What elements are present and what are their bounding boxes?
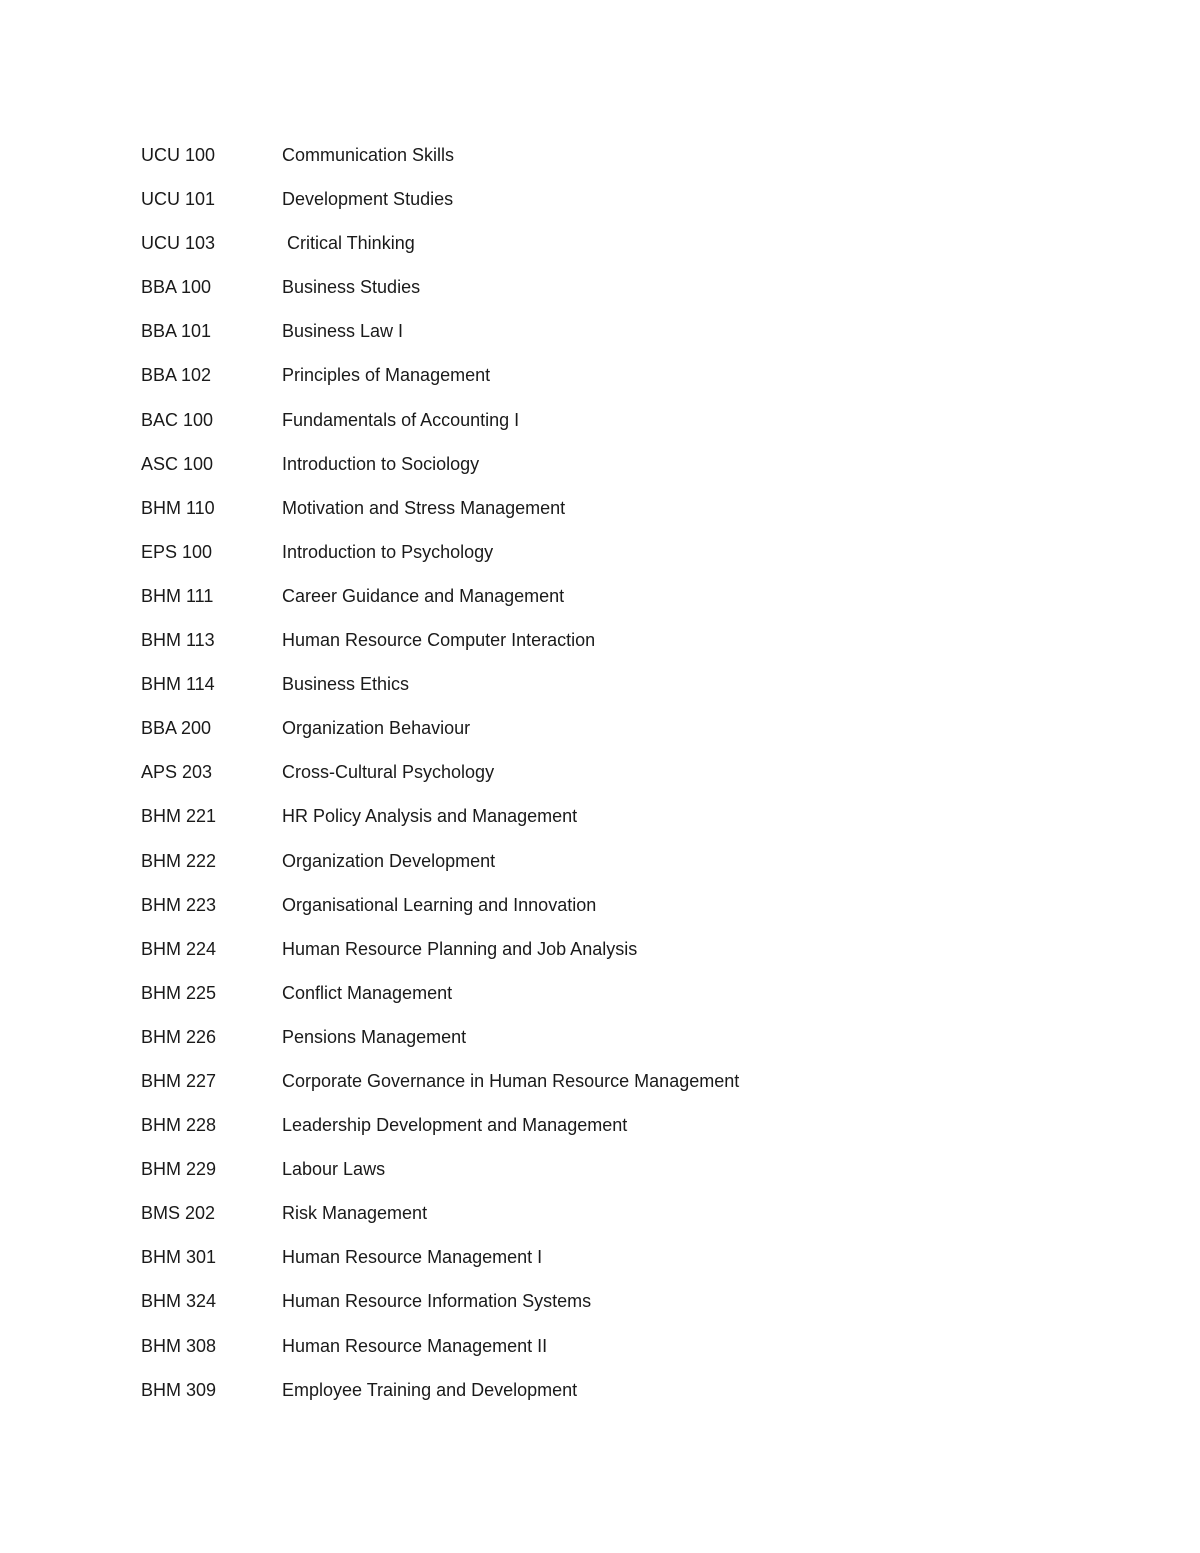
course-code: BHM 226 xyxy=(141,1026,217,1047)
course-row xyxy=(141,761,739,805)
course-title: Leadership Development and Management xyxy=(282,1115,628,1136)
course-code: BHM 113 xyxy=(141,630,215,651)
course-code: BHM 225 xyxy=(141,982,217,1003)
course-row xyxy=(141,1114,739,1158)
course-title: Business Law I xyxy=(282,321,404,342)
course-title: Human Resource Management II xyxy=(282,1335,548,1356)
course-row xyxy=(141,144,739,188)
course-code: BHM 229 xyxy=(141,1159,217,1180)
course-code: UCU 101 xyxy=(141,189,216,210)
course-row xyxy=(141,409,739,453)
course-code: APS 203 xyxy=(141,762,213,783)
course-title: Pensions Management xyxy=(282,1026,467,1047)
course-row xyxy=(141,1290,739,1334)
course-title: Business Studies xyxy=(282,277,421,298)
course-code: BAC 100 xyxy=(141,409,214,430)
course-code: BHM 110 xyxy=(141,497,215,518)
course-code: UCU 100 xyxy=(141,145,216,165)
course-row xyxy=(141,188,739,232)
course-code: BBA 100 xyxy=(141,277,212,298)
course-code: BHM 308 xyxy=(141,1335,217,1356)
course-row xyxy=(141,1246,739,1290)
course-code: BHM 111 xyxy=(141,585,214,606)
course-title: Introduction to Psychology xyxy=(282,541,494,562)
course-row xyxy=(141,982,739,1026)
course-title: Human Resource Planning and Job Analysis xyxy=(282,938,638,959)
course-row xyxy=(141,850,739,894)
course-row xyxy=(141,805,739,849)
course-row xyxy=(141,1070,739,1114)
course-row xyxy=(141,673,739,717)
course-code: BHM 221 xyxy=(141,806,217,827)
course-row xyxy=(141,585,739,629)
course-title: Fundamentals of Accounting I xyxy=(282,409,520,430)
course-title: Organization Development xyxy=(282,850,496,871)
course-code: BBA 101 xyxy=(141,321,212,342)
course-title: Corporate Governance in Human Resource Management xyxy=(282,1070,740,1091)
course-title: Employee Training and Development xyxy=(282,1379,578,1400)
course-title: Labour Laws xyxy=(282,1159,386,1180)
course-title: Organisational Learning and Innovation xyxy=(282,894,597,915)
course-row xyxy=(141,894,739,938)
course-title: Human Resource Information Systems xyxy=(282,1291,592,1312)
course-title: Critical Thinking xyxy=(282,233,415,254)
course-code: UCU 103 xyxy=(141,233,216,254)
course-title: Principles of Management xyxy=(282,365,491,386)
course-row xyxy=(141,541,739,585)
course-title: Cross-Cultural Psychology xyxy=(282,762,495,783)
course-row xyxy=(141,1379,739,1423)
course-row xyxy=(141,717,739,761)
course-code: BHM 309 xyxy=(141,1379,217,1400)
course-code: BBA 102 xyxy=(141,365,212,386)
course-title: Organization Behaviour xyxy=(282,718,471,739)
course-title: Human Resource Management I xyxy=(282,1247,543,1268)
course-title: Motivation and Stress Management xyxy=(282,497,566,518)
course-code: BHM 324 xyxy=(141,1291,217,1312)
course-row xyxy=(141,453,739,497)
course-title: Communication Skills xyxy=(282,145,455,165)
course-code: BHM 228 xyxy=(141,1115,217,1136)
course-title: Introduction to Sociology xyxy=(282,453,480,474)
course-code: EPS 100 xyxy=(141,541,213,562)
course-title: HR Policy Analysis and Management xyxy=(282,806,578,827)
course-title: Business Ethics xyxy=(282,674,410,695)
course-row xyxy=(141,497,739,541)
course-row xyxy=(141,1202,739,1246)
course-title: Human Resource Computer Interaction xyxy=(282,630,596,651)
course-title: Development Studies xyxy=(282,189,454,210)
course-code: ASC 100 xyxy=(141,453,214,474)
course-row xyxy=(141,1026,739,1070)
course-row xyxy=(141,364,739,408)
course-title: Conflict Management xyxy=(282,982,453,1003)
course-code: BMS 202 xyxy=(141,1203,216,1224)
course-row xyxy=(141,232,739,276)
course-list xyxy=(141,144,739,1423)
course-code: BHM 114 xyxy=(141,674,215,695)
course-row xyxy=(141,276,739,320)
course-code: BBA 200 xyxy=(141,718,212,739)
course-code: BHM 222 xyxy=(141,850,217,871)
course-code: BHM 227 xyxy=(141,1070,217,1091)
course-code: BHM 223 xyxy=(141,894,217,915)
course-code: BHM 301 xyxy=(141,1247,217,1268)
course-title: Risk Management xyxy=(282,1203,428,1224)
course-code: BHM 224 xyxy=(141,938,217,959)
course-row xyxy=(141,938,739,982)
course-title: Career Guidance and Management xyxy=(282,585,565,606)
course-row xyxy=(141,629,739,673)
course-row xyxy=(141,1335,739,1379)
course-row xyxy=(141,320,739,364)
course-row xyxy=(141,1158,739,1202)
